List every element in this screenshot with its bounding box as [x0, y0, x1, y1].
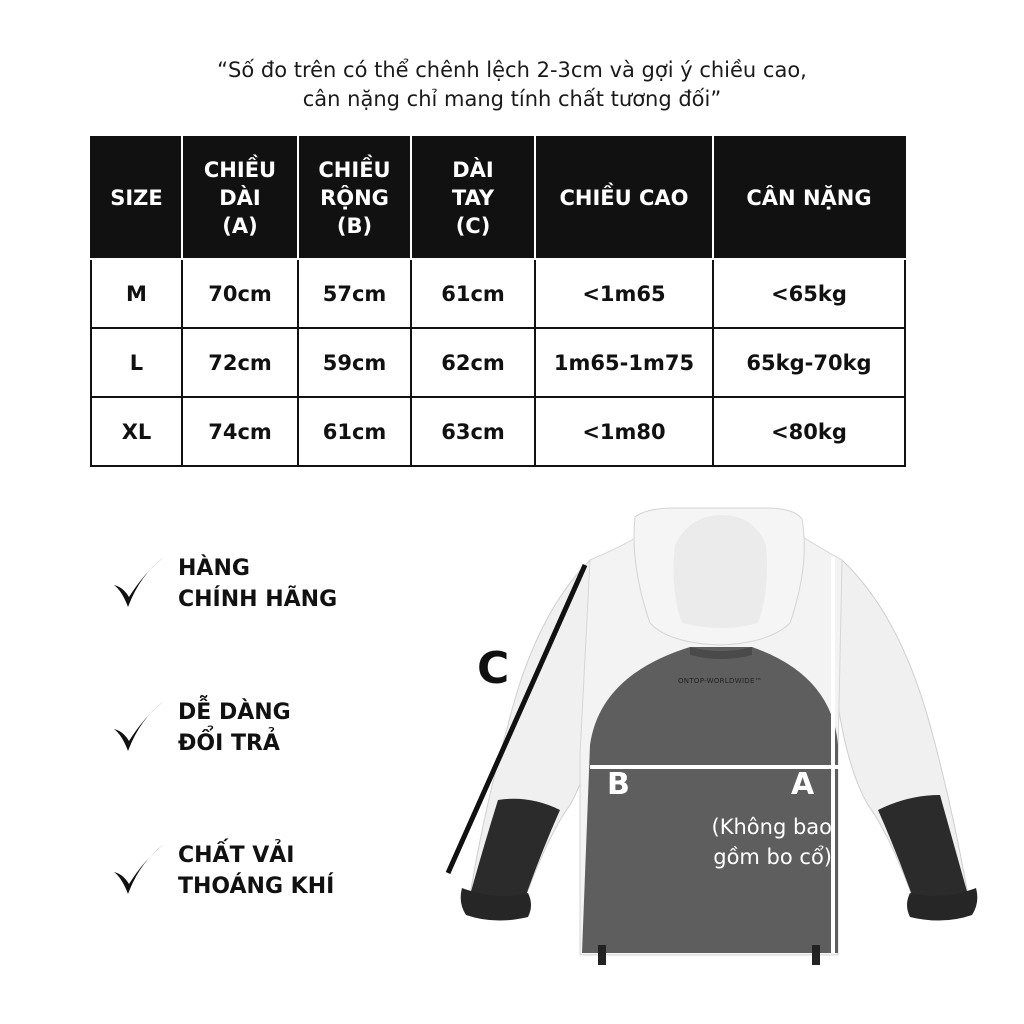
cell-size: L — [91, 328, 182, 397]
label-a: A — [791, 767, 815, 802]
header-width: CHIỀU RỘNG (B) — [298, 137, 411, 259]
cell-sleeve: 61cm — [411, 259, 535, 328]
table-row — [91, 397, 905, 466]
note-line-1: “Số đo trên có thể chênh lệch 2-3cm và gợi ý chiều cao, — [217, 58, 807, 82]
brand-print: ONTOP-WORLDWIDE™ — [678, 677, 763, 685]
feature-label: DỄ DÀNG ĐỔI TRẢ — [178, 700, 291, 756]
check-icon — [108, 553, 170, 615]
header-weight: CÂN NẶNG — [713, 137, 905, 259]
check-icon — [108, 840, 170, 902]
cell-sleeve: 62cm — [411, 328, 535, 397]
cell-sleeve: 63cm — [411, 397, 535, 466]
cell-width: 57cm — [298, 259, 411, 328]
table-header-row — [91, 137, 905, 259]
cell-length: 72cm — [182, 328, 298, 397]
cell-height: <1m80 — [535, 397, 713, 466]
cell-height: <1m65 — [535, 259, 713, 328]
feature-authentic — [108, 553, 337, 615]
measurement-note — [0, 56, 1024, 114]
label-c: C — [477, 643, 510, 694]
feature-label: HÀNG CHÍNH HÃNG — [178, 556, 338, 612]
cell-height: 1m65-1m75 — [535, 328, 713, 397]
check-icon — [108, 697, 170, 759]
table-row — [91, 328, 905, 397]
cell-length: 70cm — [182, 259, 298, 328]
feature-label: CHẤT VẢI THOÁNG KHÍ — [178, 843, 335, 899]
jacket-diagram — [440, 505, 1000, 975]
cell-length: 74cm — [182, 397, 298, 466]
jacket-image — [440, 505, 1000, 975]
cell-width: 59cm — [298, 328, 411, 397]
header-size: SIZE — [91, 137, 182, 259]
cell-weight: <65kg — [713, 259, 905, 328]
table-row — [91, 259, 905, 328]
header-length: CHIỀU DÀI (A) — [182, 137, 298, 259]
label-b: B — [607, 767, 630, 802]
size-chart-table — [90, 136, 906, 467]
cell-size: M — [91, 259, 182, 328]
feature-easy-return — [108, 697, 291, 759]
note-line-2: cân nặng chỉ mang tính chất tương đối” — [302, 87, 722, 111]
feature-breathable-fabric — [108, 840, 334, 902]
cell-weight: 65kg-70kg — [713, 328, 905, 397]
cell-size: XL — [91, 397, 182, 466]
header-sleeve: DÀI TAY (C) — [411, 137, 535, 259]
cell-width: 61cm — [298, 397, 411, 466]
header-height: CHIỀU CAO — [535, 137, 713, 259]
cell-weight: <80kg — [713, 397, 905, 466]
length-note: (Không bao gồm bo cổ) — [711, 815, 832, 869]
